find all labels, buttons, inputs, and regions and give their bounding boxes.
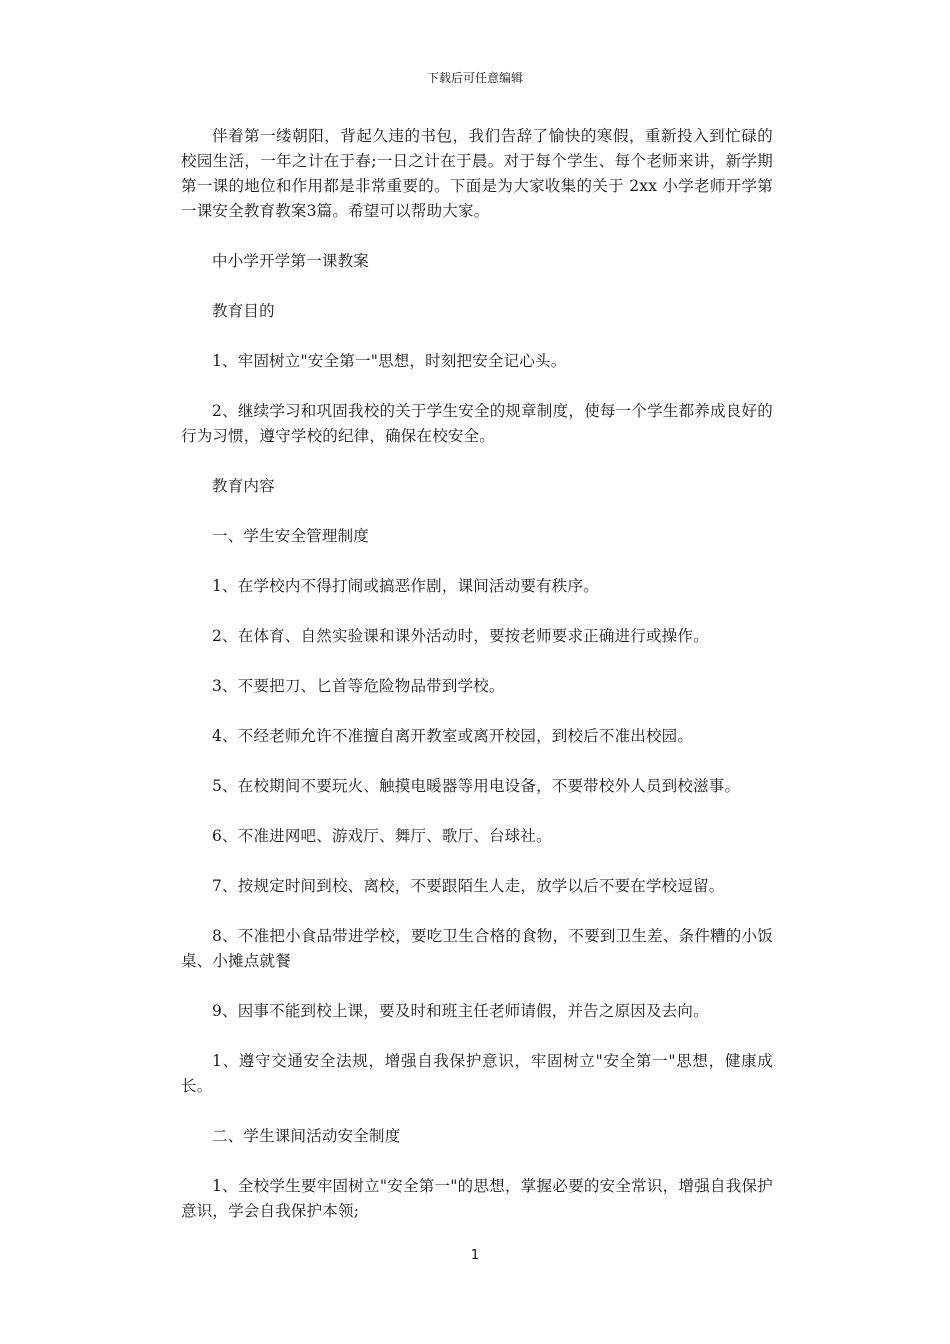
rule-item-6: 6、不准进网吧、游戏厅、舞厅、歌厅、台球社。 bbox=[212, 827, 552, 845]
section-heading-education-goal: 教育目的 bbox=[212, 302, 275, 320]
goal-item-2: 2、继续学习和巩固我校的关于学生安全的规章制度，使每一个学生都养成良好的行为习惯，遵守学校的纪律，确保在校安全。 bbox=[181, 402, 773, 445]
rule-item-5: 5、在校期间不要玩火、触摸电暖器等用电设备，不要带校外人员到校滋事。 bbox=[212, 777, 741, 795]
break-activity-item-1: 1、全校学生要牢固树立"安全第一"的思想，掌握必要的安全常识，增强自我保护意识，学会自我保护本领; bbox=[181, 1177, 773, 1220]
rule-item-1: 1、在学校内不得打闹或搞恶作剧，课间活动要有秩序。 bbox=[212, 577, 599, 595]
page-number: 1 bbox=[470, 1248, 480, 1263]
intro-paragraph: 伴着第一缕朝阳，背起久违的书包，我们告辞了愉快的寒假，重新投入到忙碌的校园生活，一年之计在于春;一日之计在于晨。对于每个学生、每个老师来讲，新学期第一课的地位和作用都是非常重要的。下面是为大家收集的关于 2xx 小学老师开学第一课安全教育教案3篇。希望可以帮助大家。 bbox=[181, 127, 773, 220]
goal-item-1: 1、牢固树立"安全第一"思想，时刻把安全记心头。 bbox=[212, 352, 567, 370]
document-body bbox=[181, 124, 773, 1249]
section-heading-education-content: 教育内容 bbox=[212, 477, 275, 495]
rule-item-traffic: 1、遵守交通安全法规，增强自我保护意识，牢固树立"安全第一"思想，健康成长。 bbox=[181, 1052, 773, 1095]
rule-item-2: 2、在体育、自然实验课和课外活动时，要按老师要求正确进行或操作。 bbox=[212, 627, 709, 645]
subsection-heading-safety-rules: 一、学生安全管理制度 bbox=[212, 527, 370, 545]
page-header: 下载后可任意编辑 bbox=[426, 71, 523, 85]
rule-item-8: 8、不准把小食品带进学校，要吃卫生合格的食物，不要到卫生差、条件糟的小饭桌、小摊点就餐 bbox=[181, 927, 773, 970]
rule-item-3: 3、不要把刀、匕首等危险物品带到学校。 bbox=[212, 677, 505, 695]
rule-item-4: 4、不经老师允许不准擅自离开教室或离开校园，到校后不准出校园。 bbox=[212, 727, 694, 745]
lesson-plan-title: 中小学开学第一课教案 bbox=[212, 252, 370, 270]
rule-item-9: 9、因事不能到校上课，要及时和班主任老师请假，并告之原因及去向。 bbox=[212, 1002, 709, 1020]
subsection-heading-break-activity: 二、学生课间活动安全制度 bbox=[212, 1127, 401, 1145]
rule-item-7: 7、按规定时间到校、离校，不要跟陌生人走，放学以后不要在学校逗留。 bbox=[212, 877, 725, 895]
